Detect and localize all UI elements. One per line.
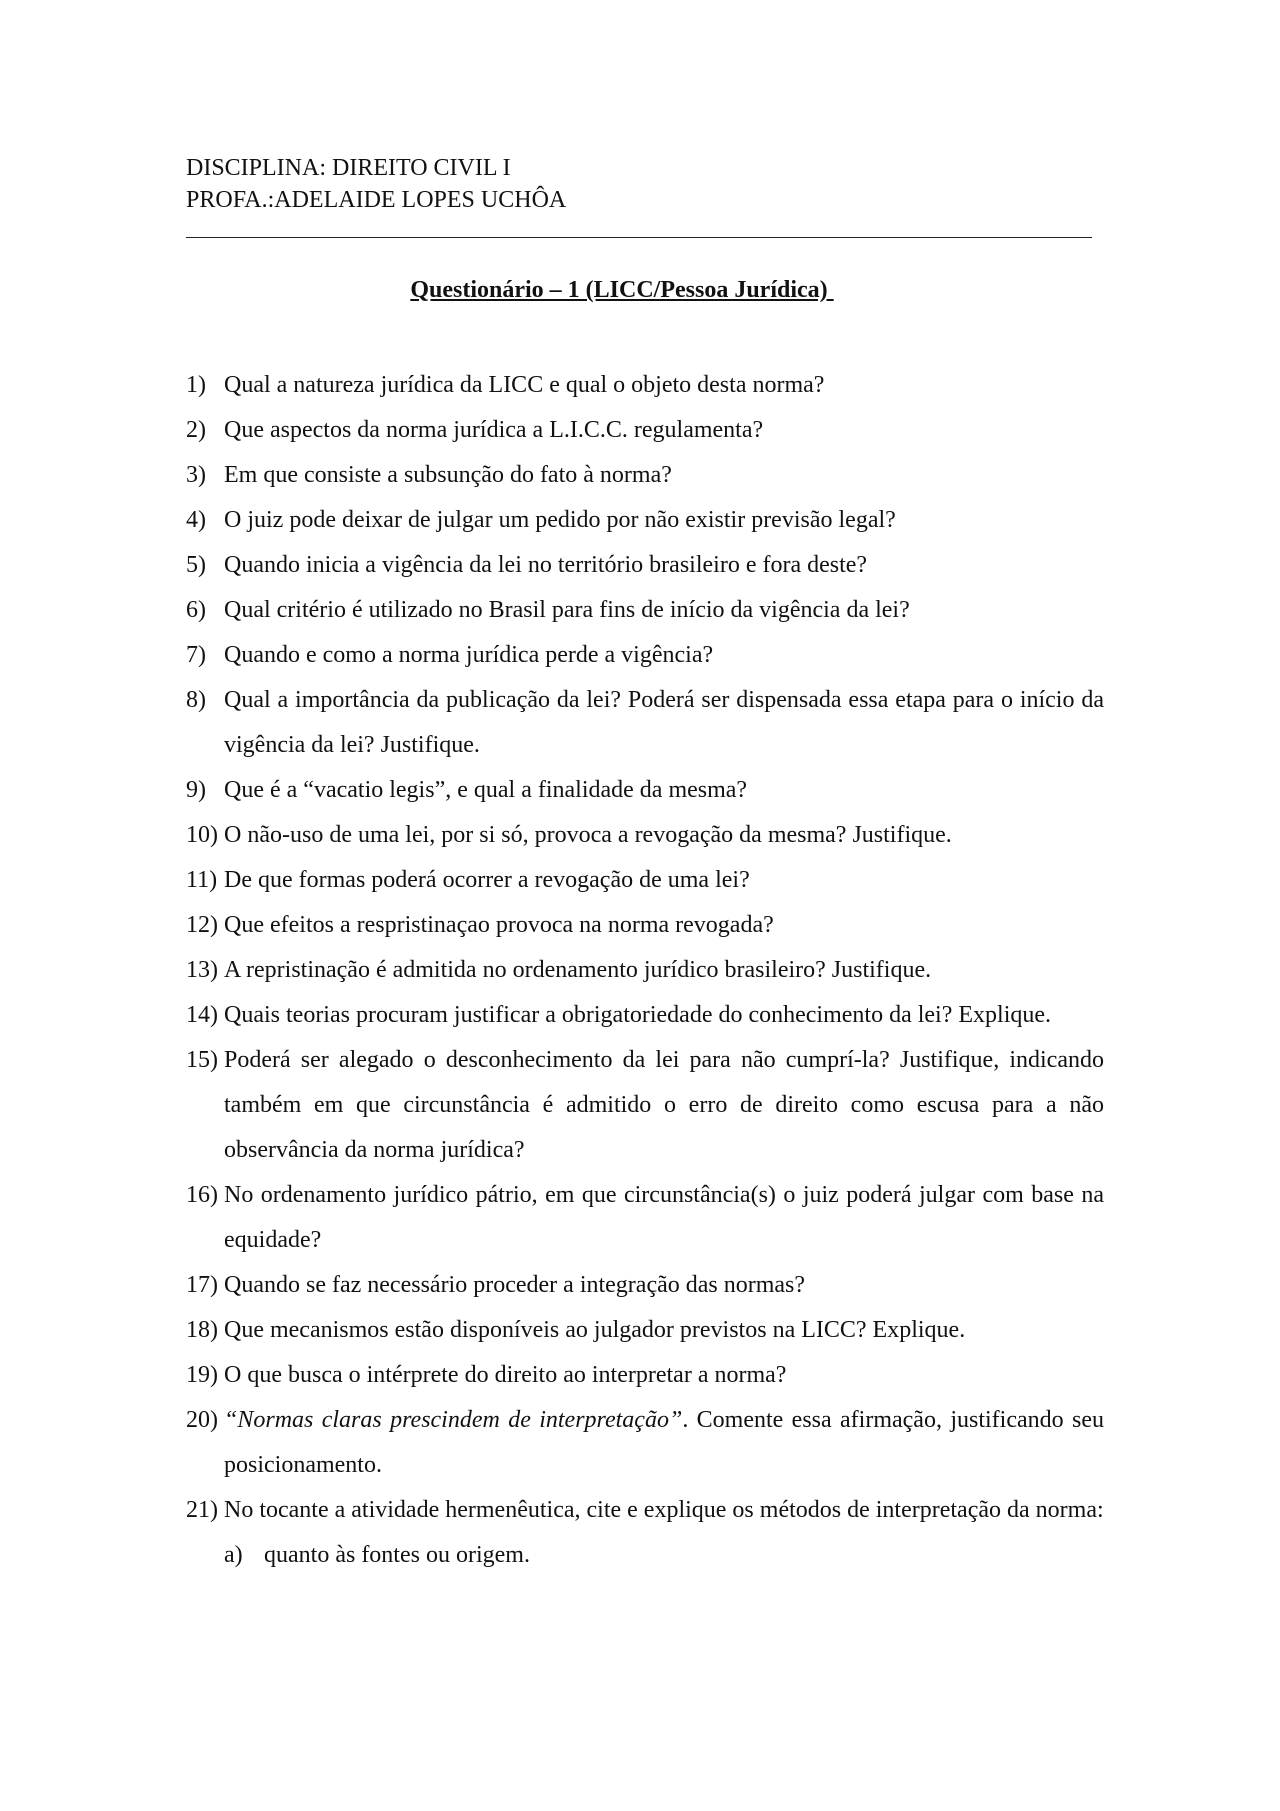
question-text: Em que consiste a subsunção do fato à norma? [224,462,672,488]
question-number: 18) [186,1317,218,1343]
question-number: 14) [186,1002,218,1028]
question-text: Quais teorias procuram justificar a obrigatoriedade do conhecimento da lei? Explique. [224,1002,1052,1028]
sub-item-letter: a) [224,1542,243,1568]
question-item [186,543,1104,588]
professor-line: PROFA.:ADELAIDE LOPES UCHÔA [186,187,567,213]
question-item [186,1173,1104,1263]
question-text: Que mecanismos estão disponíveis ao julgador previstos na LICC? Explique. [224,1317,966,1343]
question-number: 10) [186,822,218,848]
header-divider [186,237,1092,238]
question-text: Qual critério é utilizado no Brasil para fins de início da vigência da lei? [224,597,910,623]
question-quote: “Normas claras prescindem de interpretação” [224,1407,683,1433]
question-text: Qual a natureza jurídica da LICC e qual o objeto desta norma? [224,372,825,398]
question-item [186,813,1104,858]
question-number: 13) [186,957,218,983]
question-item [186,363,1104,408]
question-text: De que formas poderá ocorrer a revogação de uma lei? [224,867,750,893]
question-text: No tocante a atividade hermenêutica, cite e explique os métodos de interpretação da norma: [224,1497,1104,1523]
document-header [186,152,566,216]
question-number: 8) [186,687,206,713]
question-item [186,1263,1104,1308]
question-text: Que aspectos da norma jurídica a L.I.C.C. regulamenta? [224,417,764,443]
question-text: Quando se faz necessário proceder a integração das normas? [224,1272,806,1298]
question-number: 15) [186,1047,218,1073]
question-number: 1) [186,372,206,398]
question-list [186,363,1104,1578]
question-number: 5) [186,552,206,578]
questionnaire-title [0,274,1280,306]
question-item [186,1353,1104,1398]
question-text: O juiz pode deixar de julgar um pedido por não existir previsão legal? [224,507,896,533]
discipline-line: DISCIPLINA: DIREITO CIVIL I [186,155,511,181]
question-number: 3) [186,462,206,488]
question-text: O que busca o intérprete do direito ao interpretar a norma? [224,1362,787,1388]
question-item [186,768,1104,813]
question-number: 21) [186,1497,218,1523]
question-text: Que efeitos a respristinaçao provoca na norma revogada? [224,912,774,938]
question-text [224,1398,1104,1488]
question-item [186,1308,1104,1353]
question-number: 19) [186,1362,218,1388]
question-item [186,498,1104,543]
question-item [186,948,1104,993]
question-text: O não-uso de uma lei, por si só, provoca a revogação da mesma? Justifique. [224,822,952,848]
sub-item-text: quanto às fontes ou origem. [264,1542,530,1568]
question-item [186,633,1104,678]
questionnaire-title-text: Questionário – 1 (LICC/Pessoa Jurídica) [410,277,834,303]
question-number: 16) [186,1182,218,1208]
question-item [186,858,1104,903]
question-item [186,1398,1104,1488]
question-number: 6) [186,597,206,623]
question-item [186,408,1104,453]
question-number: 7) [186,642,206,668]
question-text: No ordenamento jurídico pátrio, em que circunstância(s) o juiz poderá julgar com base na equidade? [224,1182,1104,1253]
sub-item [186,1533,1104,1578]
question-text: A repristinação é admitida no ordenamento jurídico brasileiro? Justifique. [224,957,932,983]
question-text: Quando e como a norma jurídica perde a vigência? [224,642,714,668]
question-number: 12) [186,912,218,938]
question-text: Quando inicia a vigência da lei no território brasileiro e fora deste? [224,552,868,578]
question-item [186,993,1104,1038]
question-number: 9) [186,777,206,803]
question-number: 17) [186,1272,218,1298]
question-text: Qual a importância da publicação da lei? Poderá ser dispensada essa etapa para o início da vigência da lei? Justifique. [224,687,1104,758]
question-item [186,453,1104,498]
question-number: 11) [186,867,218,893]
question-number: 4) [186,507,206,533]
question-item [186,678,1104,768]
question-text-rest: . Comente essa afirmação, justificando seu posicionamento. [224,1407,1104,1478]
question-text: Poderá ser alegado o desconhecimento da lei para não cumprí-la? Justifique, indicando também em que circunstância é admitido o erro de direito como escusa para a não observância da norma jurídica? [224,1047,1104,1163]
question-item [186,588,1104,633]
question-item [186,1488,1104,1533]
question-item [186,1038,1104,1173]
question-number: 2) [186,417,206,443]
question-item [186,903,1104,948]
question-number: 20) [186,1407,218,1433]
question-text: Que é a “vacatio legis”, e qual a finalidade da mesma? [224,777,748,803]
